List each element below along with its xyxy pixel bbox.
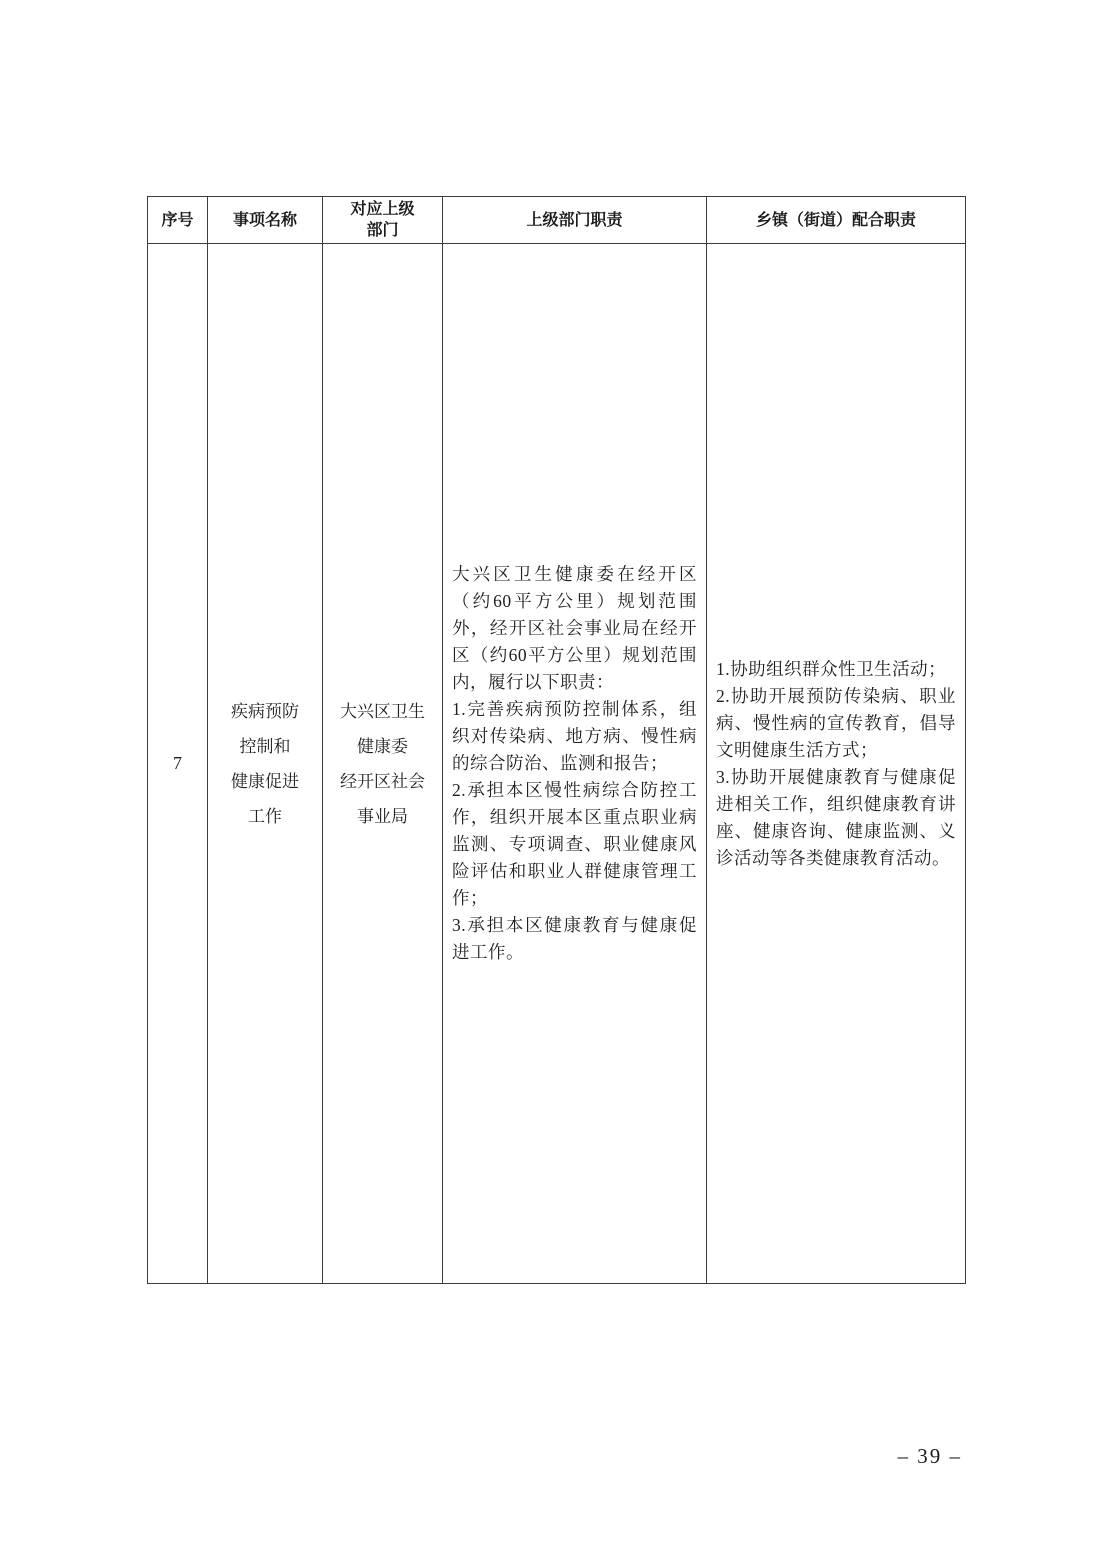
header-superior-department-line2: 部门: [366, 222, 399, 239]
header-superior-duty: 上级部门职责: [443, 197, 707, 244]
header-item-name: 事项名称: [208, 197, 323, 244]
header-seq: 序号: [148, 197, 208, 244]
department-line: 健康委: [357, 736, 408, 756]
superior-duty-item-2: 2.承担本区慢性病综合防控工作，组织开展本区重点职业病监测、专项调查、职业健康风险评估和职业人群健康管理工作；: [452, 780, 697, 908]
superior-duty-intro: 大兴区卫生健康委在经开区（约60平方公里）规划范围外，经开区社会事业局在经开区（约60平方公里）规划范围内，履行以下职责：: [452, 564, 697, 692]
department-line: 事业局: [357, 806, 408, 826]
cell-item-name: [208, 244, 323, 1284]
department-line: 大兴区卫生: [340, 701, 425, 721]
department-line: 经开区社会: [340, 771, 425, 791]
item-name-line: 健康促进: [231, 771, 299, 791]
item-name-line: 工作: [248, 806, 282, 826]
item-name-line: 控制和: [239, 736, 291, 756]
township-duty-item-1: 1.协助组织群众性卫生活动；: [716, 658, 947, 679]
header-superior-department-line1: 对应上级: [350, 201, 415, 218]
header-superior-department: [323, 197, 443, 244]
cell-superior-duties: [443, 244, 707, 1284]
table-row: [148, 244, 966, 1284]
page-number: – 39 –: [897, 1444, 962, 1468]
table-header-row: [148, 197, 966, 244]
superior-duty-item-1: 1.完善疾病预防控制体系，组织对传染病、地方病、慢性病的综合防治、监测和报告；: [452, 699, 697, 773]
cell-seq: [148, 244, 208, 1284]
cell-superior-department: [323, 244, 443, 1284]
responsibility-table: [147, 196, 966, 1284]
township-duty-item-3: 3.协助开展健康教育与健康促进相关工作，组织健康教育讲座、健康咨询、健康监测、义诊活动等各类健康教育活动。: [716, 766, 956, 868]
township-duty-item-2: 2.协助开展预防传染病、职业病、慢性病的宣传教育，倡导文明健康生活方式；: [716, 685, 956, 760]
cell-township-duties: [707, 244, 966, 1284]
header-township-duty: 乡镇（街道）配合职责: [707, 197, 966, 244]
superior-duty-item-3: 3.承担本区健康教育与健康促进工作。: [452, 915, 697, 962]
seq-number: 7: [173, 753, 182, 773]
item-name-line: 疾病预防: [231, 701, 299, 721]
